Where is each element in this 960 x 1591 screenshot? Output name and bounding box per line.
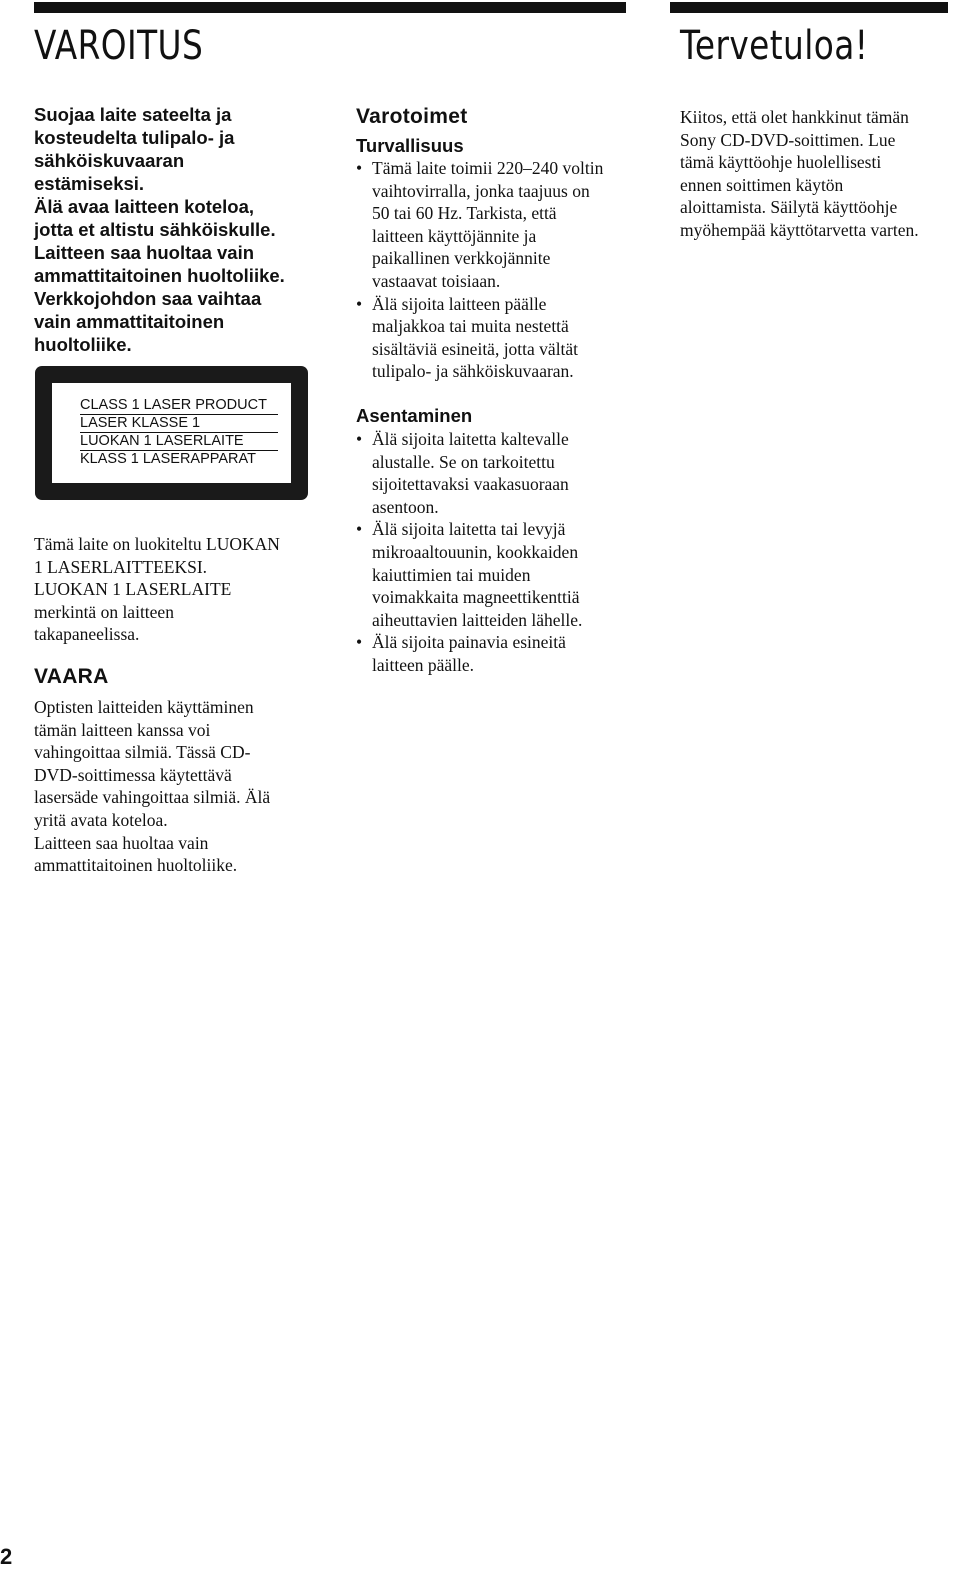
laser-label-line: CLASS 1 LASER PRODUCT	[80, 397, 278, 415]
page-title-tervetuloa: Tervetuloa!	[680, 23, 869, 69]
list-item-line: Älä sijoita laitetta kaltevalle	[372, 429, 569, 449]
warning-block	[34, 103, 309, 356]
class-note-line: takapaneelissa.	[34, 624, 140, 645]
bullet-icon: •	[356, 293, 363, 314]
list-item-line: asentoon.	[372, 496, 439, 517]
installation-heading: Asentaminen	[356, 405, 473, 426]
warning-line: vain ammattitaitoinen	[34, 311, 225, 332]
warning-line: Laitteen saa huoltaa vain	[34, 242, 255, 263]
page-title-varoitus: VAROITUS	[34, 23, 204, 69]
list-item-line: alustalle. Se on tarkoitettu	[372, 451, 555, 472]
danger-line: ammattitaitoinen huoltoliike.	[34, 855, 238, 876]
right-top-rule	[670, 2, 948, 13]
danger-line: vahingoittaa silmiä. Tässä CD-	[34, 742, 251, 763]
welcome-line: ennen soittimen käytön	[680, 174, 844, 195]
class-note-line: Tämä laite on luokiteltu LUOKAN	[34, 534, 280, 554]
list-item-line: aiheuttavien laitteiden lähelle.	[372, 609, 583, 630]
danger-line: Laitteen saa huoltaa vain	[34, 832, 209, 853]
warning-line: Älä avaa laitteen koteloa,	[34, 196, 255, 217]
list-item-line: tulipalo- ja sähköiskuvaaran.	[372, 361, 574, 382]
list-item	[356, 157, 641, 293]
safety-list	[356, 157, 641, 383]
welcome-line: Kiitos, että olet hankkinut tämän	[680, 107, 909, 127]
bullet-icon: •	[356, 158, 363, 178]
bullet-icon: •	[356, 429, 363, 449]
danger-line: lasersäde vahingoittaa silmiä. Älä	[34, 787, 271, 808]
precautions-heading: Varotoimet	[356, 105, 468, 128]
list-item-line: sijoitettavaksi vaakasuoraan	[372, 474, 569, 495]
bullet-icon: •	[356, 519, 363, 540]
list-item-line: laitteen käyttöjännite ja	[372, 225, 537, 246]
welcome-line: aloittamista. Säilytä käyttöohje	[680, 197, 898, 218]
list-item-line: mikroaaltouunin, kookkaiden	[372, 541, 579, 562]
danger-line: yritä avata koteloa.	[34, 809, 168, 830]
list-item	[356, 293, 641, 383]
list-item-line: paikallinen verkkojännite	[372, 248, 551, 269]
warning-line: ammattitaitoinen huoltoliike.	[34, 265, 285, 286]
list-item-line: sisältäviä esineitä, jotta vältät	[372, 338, 579, 359]
list-item-line: voimakkaita magneettikenttiä	[372, 587, 580, 608]
class-note-line: 1 LASERLAITTEEKSI.	[34, 556, 208, 577]
list-item-line: vastaavat toisiaan.	[372, 270, 501, 291]
list-item-line: laitteen päälle.	[372, 654, 475, 675]
warning-line: estämiseksi.	[34, 173, 145, 194]
laser-class-note	[34, 533, 314, 646]
laser-label-line: LUOKAN 1 LASERLAITE	[80, 433, 278, 451]
laser-label-line: KLASS 1 LASERAPPARAT	[80, 451, 256, 467]
left-top-rule	[34, 2, 626, 13]
list-item-line: 50 tai 60 Hz. Tarkista, että	[372, 203, 557, 224]
warning-line: huoltoliike.	[34, 334, 132, 355]
warning-line: jotta et altistu sähköiskulle.	[34, 219, 276, 240]
warning-line: Verkkojohdon saa vaihtaa	[34, 288, 262, 309]
welcome-text	[680, 106, 940, 242]
page-number: 2	[0, 1544, 13, 1569]
class-note-line: merkintä on laitteen	[34, 601, 174, 622]
list-item-line: Älä sijoita painavia esineitä	[372, 632, 566, 653]
class-note-line: LUOKAN 1 LASERLAITE	[34, 579, 232, 600]
welcome-line: Sony CD-DVD-soittimen. Lue	[680, 129, 896, 150]
bullet-icon: •	[356, 632, 363, 653]
laser-class-label	[35, 366, 308, 500]
laser-label-line: LASER KLASSE 1	[80, 415, 278, 433]
list-item	[356, 428, 641, 518]
danger-line: DVD-soittimessa käytettävä	[34, 764, 232, 785]
danger-line: tämän laitteen kanssa voi	[34, 719, 211, 740]
danger-line: Optisten laitteiden käyttäminen	[34, 697, 254, 717]
list-item	[356, 631, 641, 676]
list-item-line: maljakkoa tai muita nestettä	[372, 316, 569, 337]
list-item-line: Älä sijoita laitteen päälle	[372, 293, 547, 314]
welcome-line: tämä käyttöohje huolellisesti	[680, 152, 882, 173]
list-item-line: kaiuttimien tai muiden	[372, 564, 531, 585]
warning-line: sähköiskuvaaran	[34, 150, 185, 171]
list-item-line: vaihtovirralla, jonka taajuus on	[372, 180, 590, 201]
list-item-line: Älä sijoita laitetta tai levyjä	[372, 519, 566, 540]
warning-line: Suojaa laite sateelta ja	[34, 104, 232, 125]
list-item-line: Tämä laite toimii 220–240 voltin	[372, 158, 604, 178]
welcome-line: myöhempää käyttötarvetta varten.	[680, 219, 919, 240]
warning-line: kosteudelta tulipalo- ja	[34, 127, 235, 148]
safety-heading: Turvallisuus	[356, 135, 464, 156]
list-item	[356, 518, 641, 631]
danger-text	[34, 696, 319, 877]
danger-heading: VAARA	[34, 665, 109, 688]
installation-list	[356, 428, 641, 677]
